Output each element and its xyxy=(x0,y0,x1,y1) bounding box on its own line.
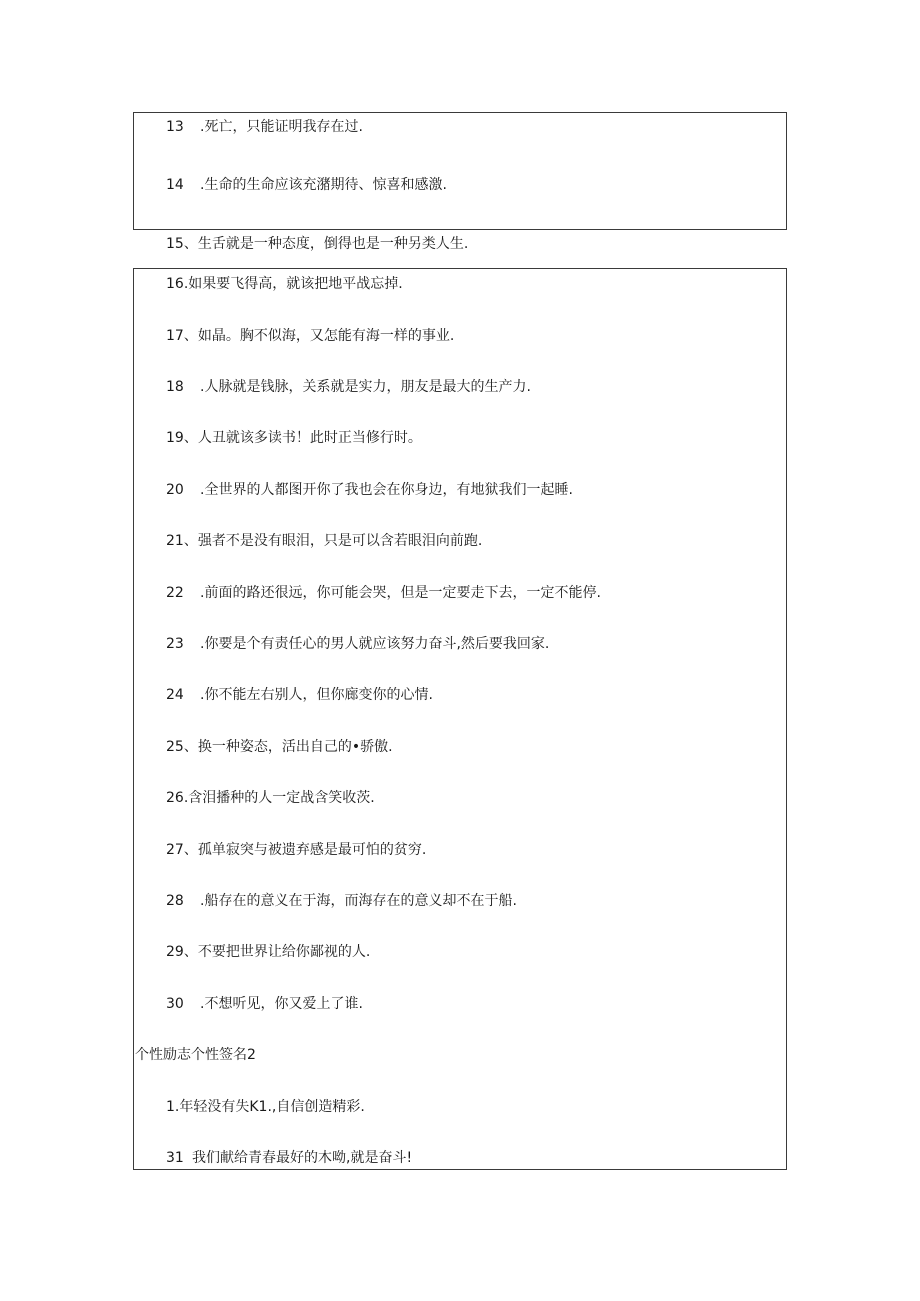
quote-24 xyxy=(166,686,433,704)
quote-number: 20 xyxy=(166,482,184,498)
quote-1-section2: 1.年轻没有失K1.,自信创造精彩. xyxy=(166,1099,365,1115)
quote-number: 18 xyxy=(166,379,184,395)
quote-number: 23 xyxy=(166,636,184,652)
quote-29: 29、不要把世界让给你鄙视的人. xyxy=(166,944,371,960)
quote-20 xyxy=(166,481,573,499)
quote-number: 22 xyxy=(166,585,184,601)
quote-number: 30 xyxy=(166,996,184,1012)
quote-14 xyxy=(166,176,447,194)
quote-text: .你要是个有责任心的男人就应该努力奋斗,然后要我回家. xyxy=(200,636,550,652)
quote-text: .全世界的人都图开你了我也会在你身边，有地狱我们一起睡. xyxy=(200,482,573,498)
quote-28 xyxy=(166,892,517,910)
quote-22 xyxy=(166,584,601,602)
quote-number: 13 xyxy=(166,119,184,135)
quote-25: 25、换一种姿态，活出自己的•骄傲. xyxy=(166,739,393,755)
quote-number: 28 xyxy=(166,893,184,909)
quote-text: .船存在的意义在于海，而海存在的意义却不在于船. xyxy=(200,893,517,909)
quote-number: 14 xyxy=(166,177,184,193)
quote-19: 19、人丑就该多读书！此时正当修行时。 xyxy=(166,430,422,446)
quote-text: .不想听见，你又爱上了谁. xyxy=(200,996,363,1012)
quote-30 xyxy=(166,995,363,1013)
quote-31 xyxy=(166,1149,412,1167)
quote-text: 我们献给青春最好的木呦,就是奋斗! xyxy=(192,1150,413,1166)
quote-23 xyxy=(166,635,549,653)
quote-21: 21、强者不是没有眼泪，只是可以含若眼泪向前跑. xyxy=(166,533,483,549)
quote-16: 16.如果要飞得高，就该把地平战忘掉. xyxy=(166,276,403,292)
quote-13 xyxy=(166,118,363,136)
quote-text: .你不能左右别人，但你廊变你的心情. xyxy=(200,687,433,703)
quote-text: .生命的生命应该充潴期待、惊喜和感激. xyxy=(200,177,447,193)
quote-15-outside: 15、生舌就是一种态度，倒得也是一种另类人生. xyxy=(166,236,469,252)
quote-17: 17、如晶。胸不似海，又怎能有海一样的事业. xyxy=(166,328,455,344)
quote-text: .死亡，只能证明我存在过. xyxy=(200,119,363,135)
quote-number: 24 xyxy=(166,687,184,703)
quote-26: 26.含泪播种的人一定战含笑收茨. xyxy=(166,790,375,806)
quote-27: 27、孤单寂突与被遗弃感是最可怕的贫穷. xyxy=(166,842,427,858)
quote-18 xyxy=(166,378,531,396)
quote-box-main xyxy=(133,268,787,1170)
quote-text: .前面的路还很远，你可能会哭，但是一定要走下去，一定不能停. xyxy=(200,585,601,601)
section-heading: 个性励志个性签名2 xyxy=(135,1047,256,1063)
quote-text: .人脉就是钱脉，关系就是实力，朋友是最大的生产力. xyxy=(200,379,531,395)
quote-number: 31 xyxy=(166,1150,184,1166)
